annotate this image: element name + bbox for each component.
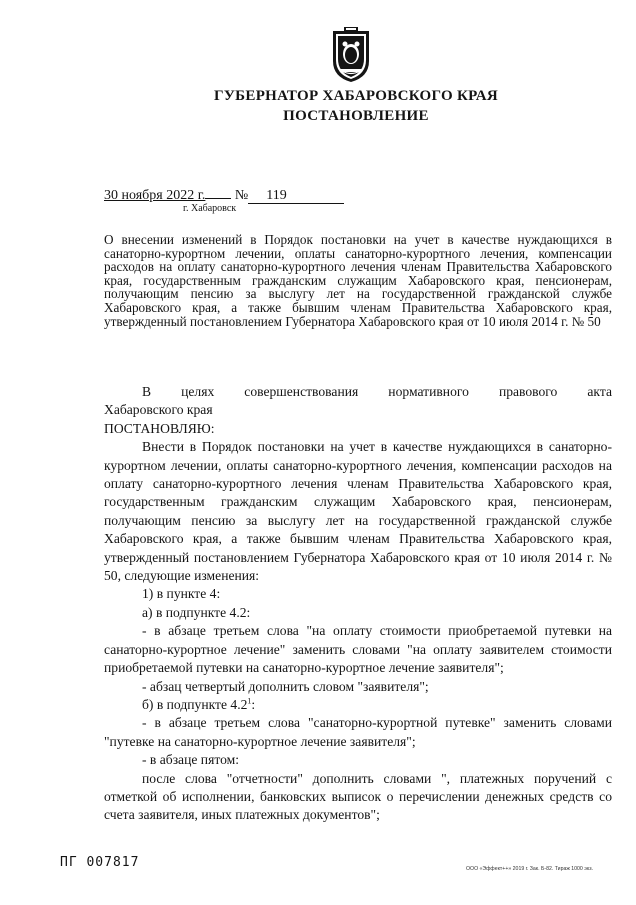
- date-underline: [205, 186, 231, 199]
- printer-imprint: ООО «Эффект++» 2019 г. Зак. Б-82. Тираж 1000 экз.: [466, 866, 594, 872]
- item-1b-text: б) в подпункте 4.2: [142, 696, 248, 712]
- authority-title: ГУБЕРНАТОР ХАБАРОВСКОГО КРАЯ: [214, 88, 498, 104]
- item-1b: [104, 696, 612, 714]
- coat-of-arms-emblem: [330, 27, 372, 83]
- item-1b-change-2: - в абзаце пятом:: [142, 752, 240, 768]
- form-serial-code: ПГ 007817: [60, 855, 140, 870]
- item-1b-change-1: - в абзаце третьем слова "санаторно-курортной путевке" заменить словами "путевке на санаторно-курортное лечение заявителя";: [104, 715, 612, 749]
- item-1a-change-1: - в абзаце третьем слова "на оплату стоимости приобретаемой путевки на санаторно-курортное лечение" заменить словами "на оплату заявителем стоимости приобретаемой путевки на санаторно-курортное лечение заявителя";: [104, 623, 612, 676]
- item-1a-change-2: - абзац четвертый дополнить словом "заявителя";: [142, 678, 429, 694]
- resolve-word: ПОСТАНОВЛЯЮ:: [104, 420, 215, 436]
- item-1b-change-3: после слова "отчетности" дополнить словами ", платежных поручений с отметкой об исполнении, банковских выписок о перечислении денежных средств со счета заявителя, иных платежных документов";: [104, 770, 612, 823]
- item-1b-superscript: 1: [247, 696, 252, 706]
- document-body: [104, 383, 612, 825]
- preamble-line-2: Хабаровского края: [104, 402, 213, 418]
- number-sign: №: [234, 188, 249, 203]
- preamble-line-1: В целях совершенствования нормативного правового акта: [142, 384, 612, 399]
- document-number: 119: [248, 188, 344, 204]
- item-1b-colon: :: [251, 696, 256, 712]
- date-number-line: [104, 186, 344, 204]
- item-1: 1) в пункте 4:: [142, 586, 221, 602]
- main-paragraph: Внести в Порядок постановки на учет в качестве нуждающихся в санаторно-курортном лечении, оплаты санаторно-курортного лечения, компенсации расходов на оплату санаторно-курортного лечения членам Правительства Хабаровского края, государственным гражданским служащим Хабаровского края, пенсионерам, получающим пенсию за выслугу лет на государственной гражданской службе Хабаровского края, а также бывшим членам Правительства Хабаровского края, утвержденный постановлением Губернатора Хабаровского края от 10 июля 2014 г. № 50, следующие изменения:: [104, 439, 612, 584]
- document-date: 30 ноября 2022 г.: [104, 188, 206, 203]
- document-subject: О внесении изменений в Порядок постановки на учет в качестве нуждающихся в санаторно-курортном лечении, оплаты санаторно-курортного лечения, компенсации расходов на оплату санаторно-курортного лечения членам Правительства Хабаровского края, государственным гражданским служащим Хабаровского края, пенсионерам, получающим пенсию за выслугу лет на государственной гражданской службе Хабаровского края, а также бывшим членам Правительства Хабаровского края, утвержденный постановлением Губернатора Хабаровского края от 10 июля 2014 г. № 50: [104, 232, 612, 329]
- document-type: ПОСТАНОВЛЕНИЕ: [283, 108, 429, 124]
- document-city: г. Хабаровск: [183, 203, 237, 214]
- item-1a: а) в подпункте 4.2:: [142, 604, 251, 620]
